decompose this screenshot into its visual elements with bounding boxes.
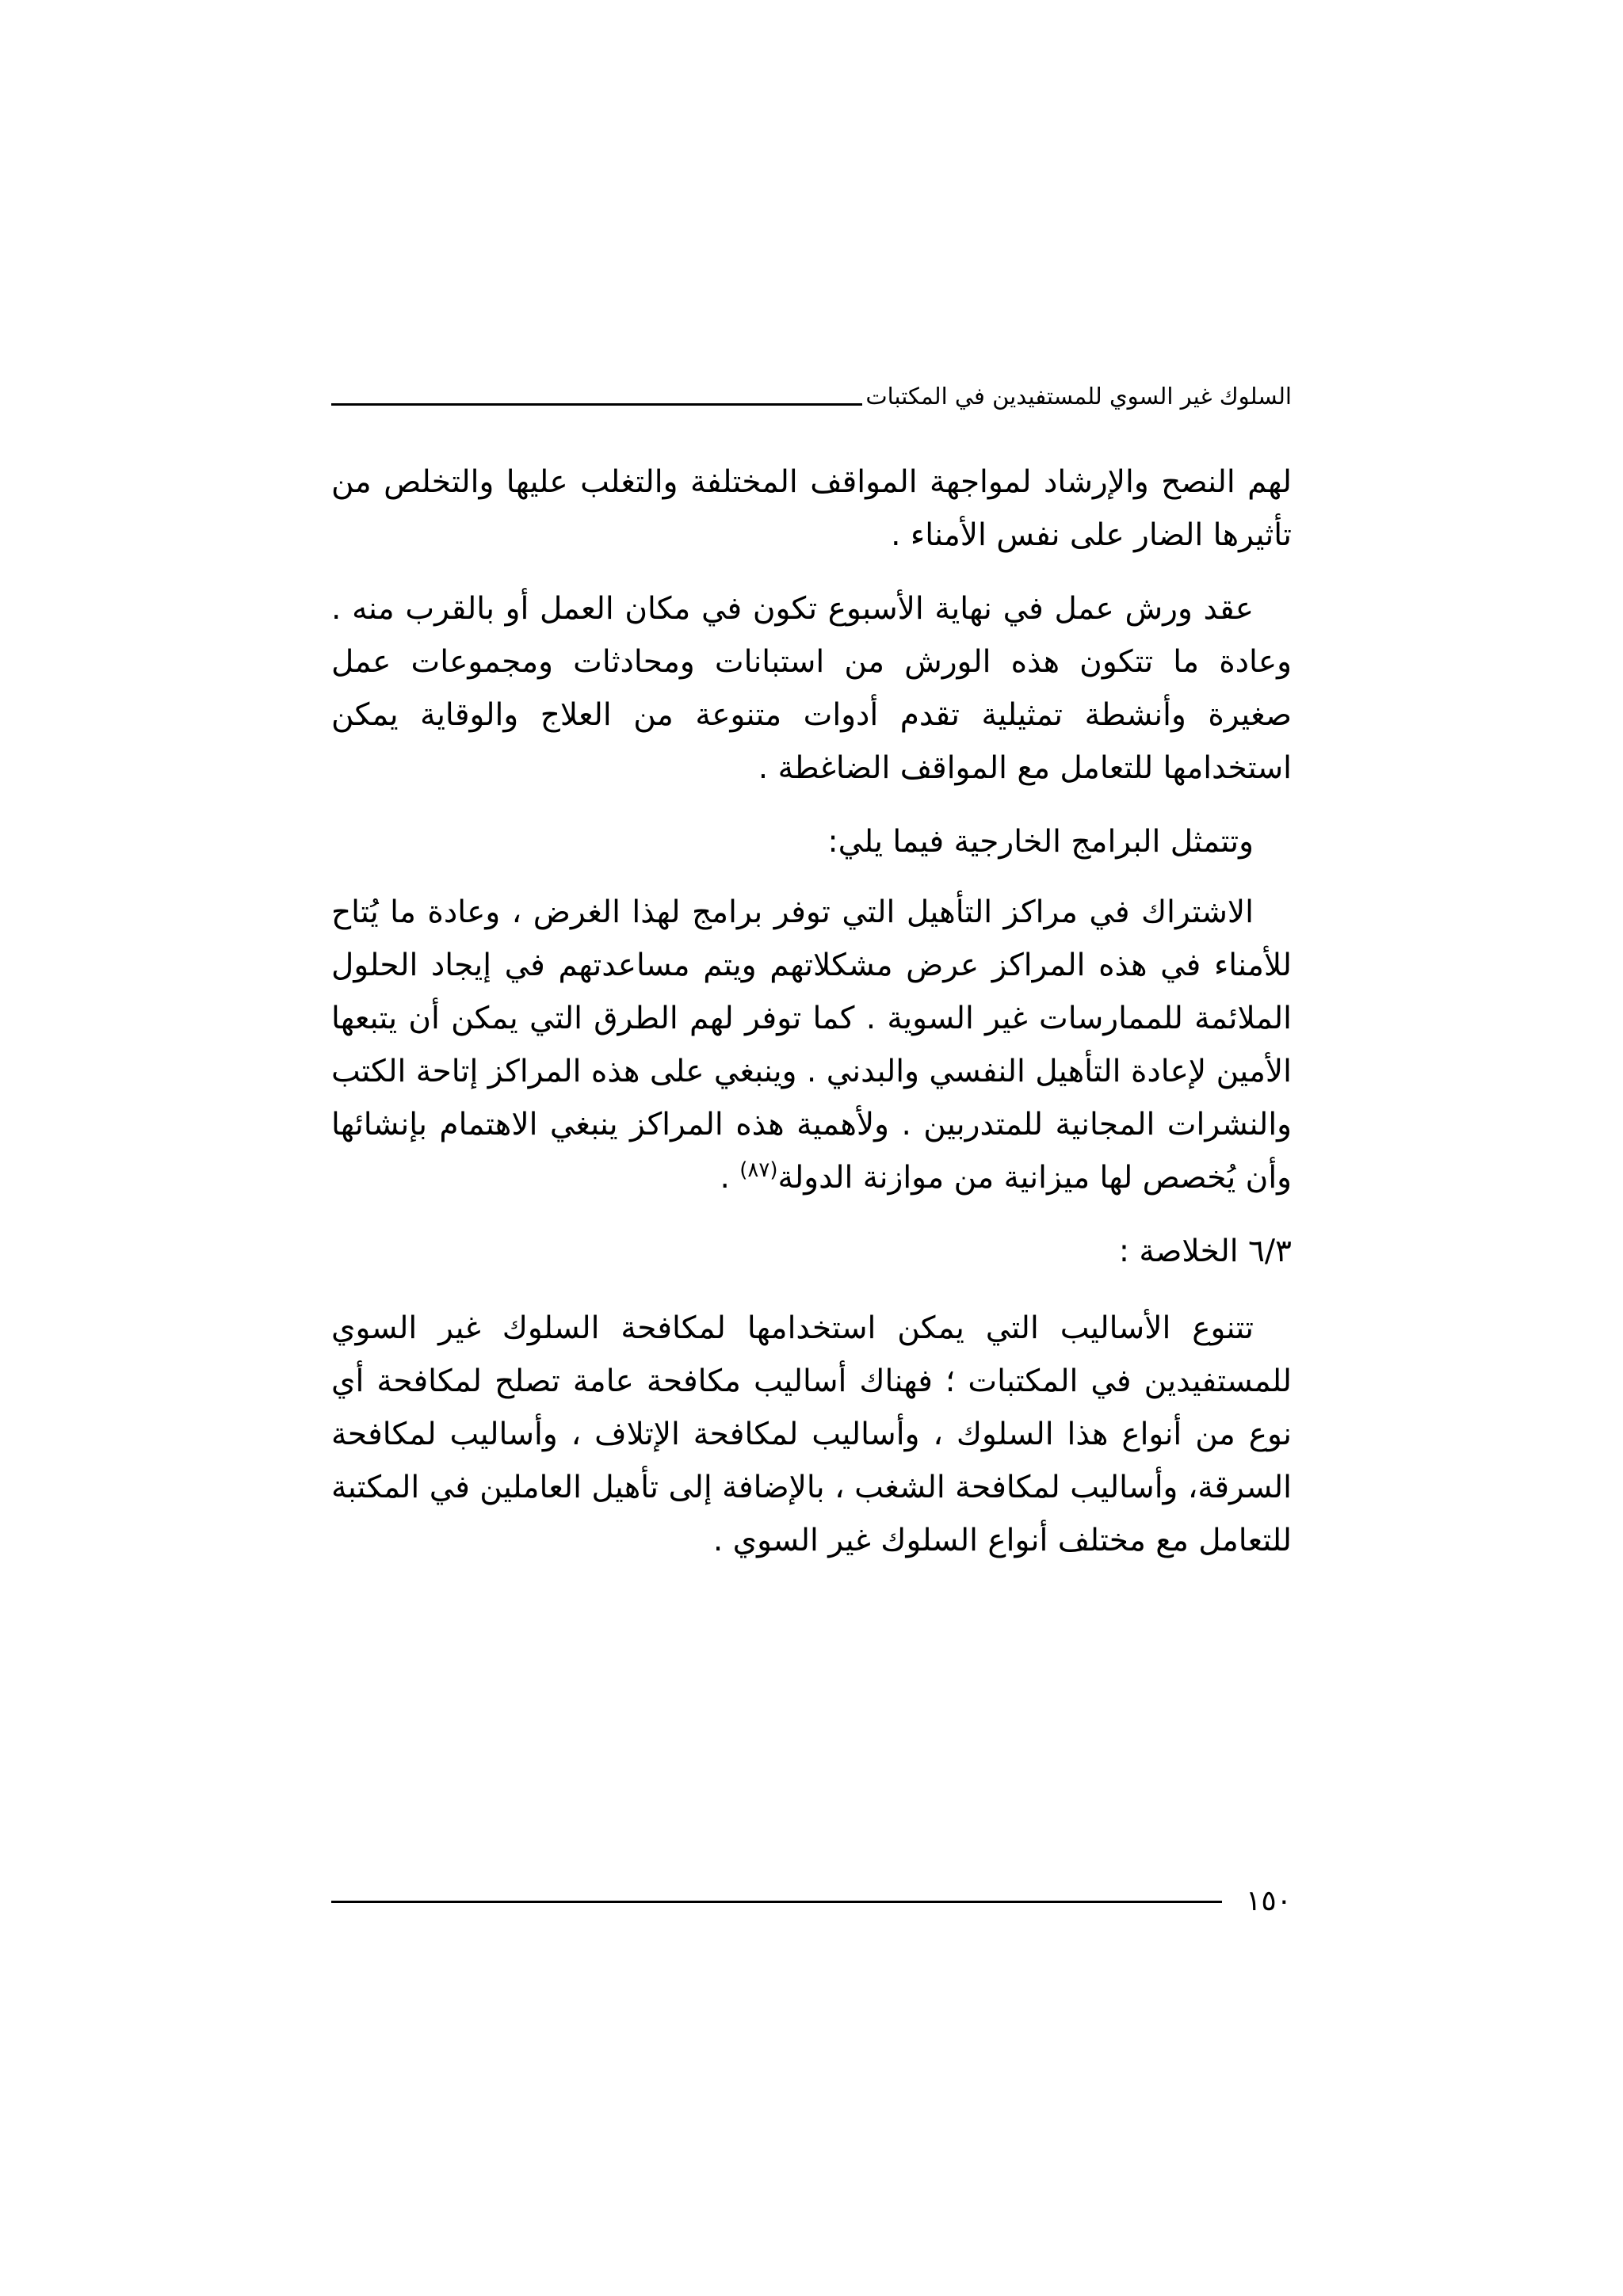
footnote-reference: (٨٧) bbox=[739, 1158, 778, 1182]
running-header bbox=[331, 372, 1292, 410]
footer-rule bbox=[331, 1901, 1222, 1903]
header-title: السلوك غير السوي للمستفيدين في المكتبات bbox=[865, 383, 1292, 410]
page-footer bbox=[331, 1882, 1292, 1921]
section-heading-summary: ٦/٣ الخلاصة : bbox=[1118, 1234, 1292, 1269]
rehab-centers-end: . bbox=[720, 1160, 740, 1196]
page-number: ١٥٠ bbox=[1245, 1885, 1292, 1917]
paragraph-continuation: لهم النصح والإرشاد لمواجهة المواقف المختلفة والتغلب عليها والتخلص من تأثيرها الضار على نفس الأمناء . bbox=[331, 464, 1292, 553]
paragraph-external-programs-intro: وتتمثل البرامج الخارجية فيما يلي: bbox=[827, 824, 1254, 860]
rehab-centers-text: الاشتراك في مراكز التأهيل التي توفر برامج لهذا الغرض ، وعادة ما يُتاح للأمناء في هذه المراكز عرض مشكلاتهم ويتم مساعدتهم في إيجاد الحلول الملائمة للممارسات غير السوية . كما توفر لهم الطرق التي يمكن أن يتبعها الأمين لإعادة التأهيل النفسي والبدني . وينبغي على هذه المراكز إتاحة الكتب والنشرات المجانية للمتدربين . ولأهمية هذه المراكز ينبغي الاهتمام بإنشائها وأن يُخصص لها ميزانية من موازنة الدولة bbox=[331, 894, 1292, 1196]
header-rule bbox=[331, 403, 862, 406]
paragraph-rehab-centers bbox=[331, 886, 1292, 1204]
paragraph-workshops: عقد ورش عمل في نهاية الأسبوع تكون في مكان العمل أو بالقرب منه . وعادة ما تتكون هذه الورش من استبانات ومحادثات ومجموعات عمل صغيرة وأنشطة تمثيلية تقدم أدوات متنوعة من العلاج والوقاية يمكن استخدامها للتعامل مع المواقف الضاغطة . bbox=[331, 591, 1292, 786]
paragraph-summary: تتنوع الأساليب التي يمكن استخدامها لمكافحة السلوك غير السوي للمستفيدين في المكتبات ؛ فهناك أساليب مكافحة عامة تصلح لمكافحة أي نوع من أنواع هذا السلوك ، وأساليب لمكافحة الإتلاف ، وأساليب لمكافحة السرقة، وأساليب لمكافحة الشغب ، بالإضافة إلى تأهيل العاملين في المكتبة للتعامل مع مختلف أنواع السلوك غير السوي . bbox=[331, 1310, 1292, 1558]
page-body bbox=[331, 456, 1292, 1588]
